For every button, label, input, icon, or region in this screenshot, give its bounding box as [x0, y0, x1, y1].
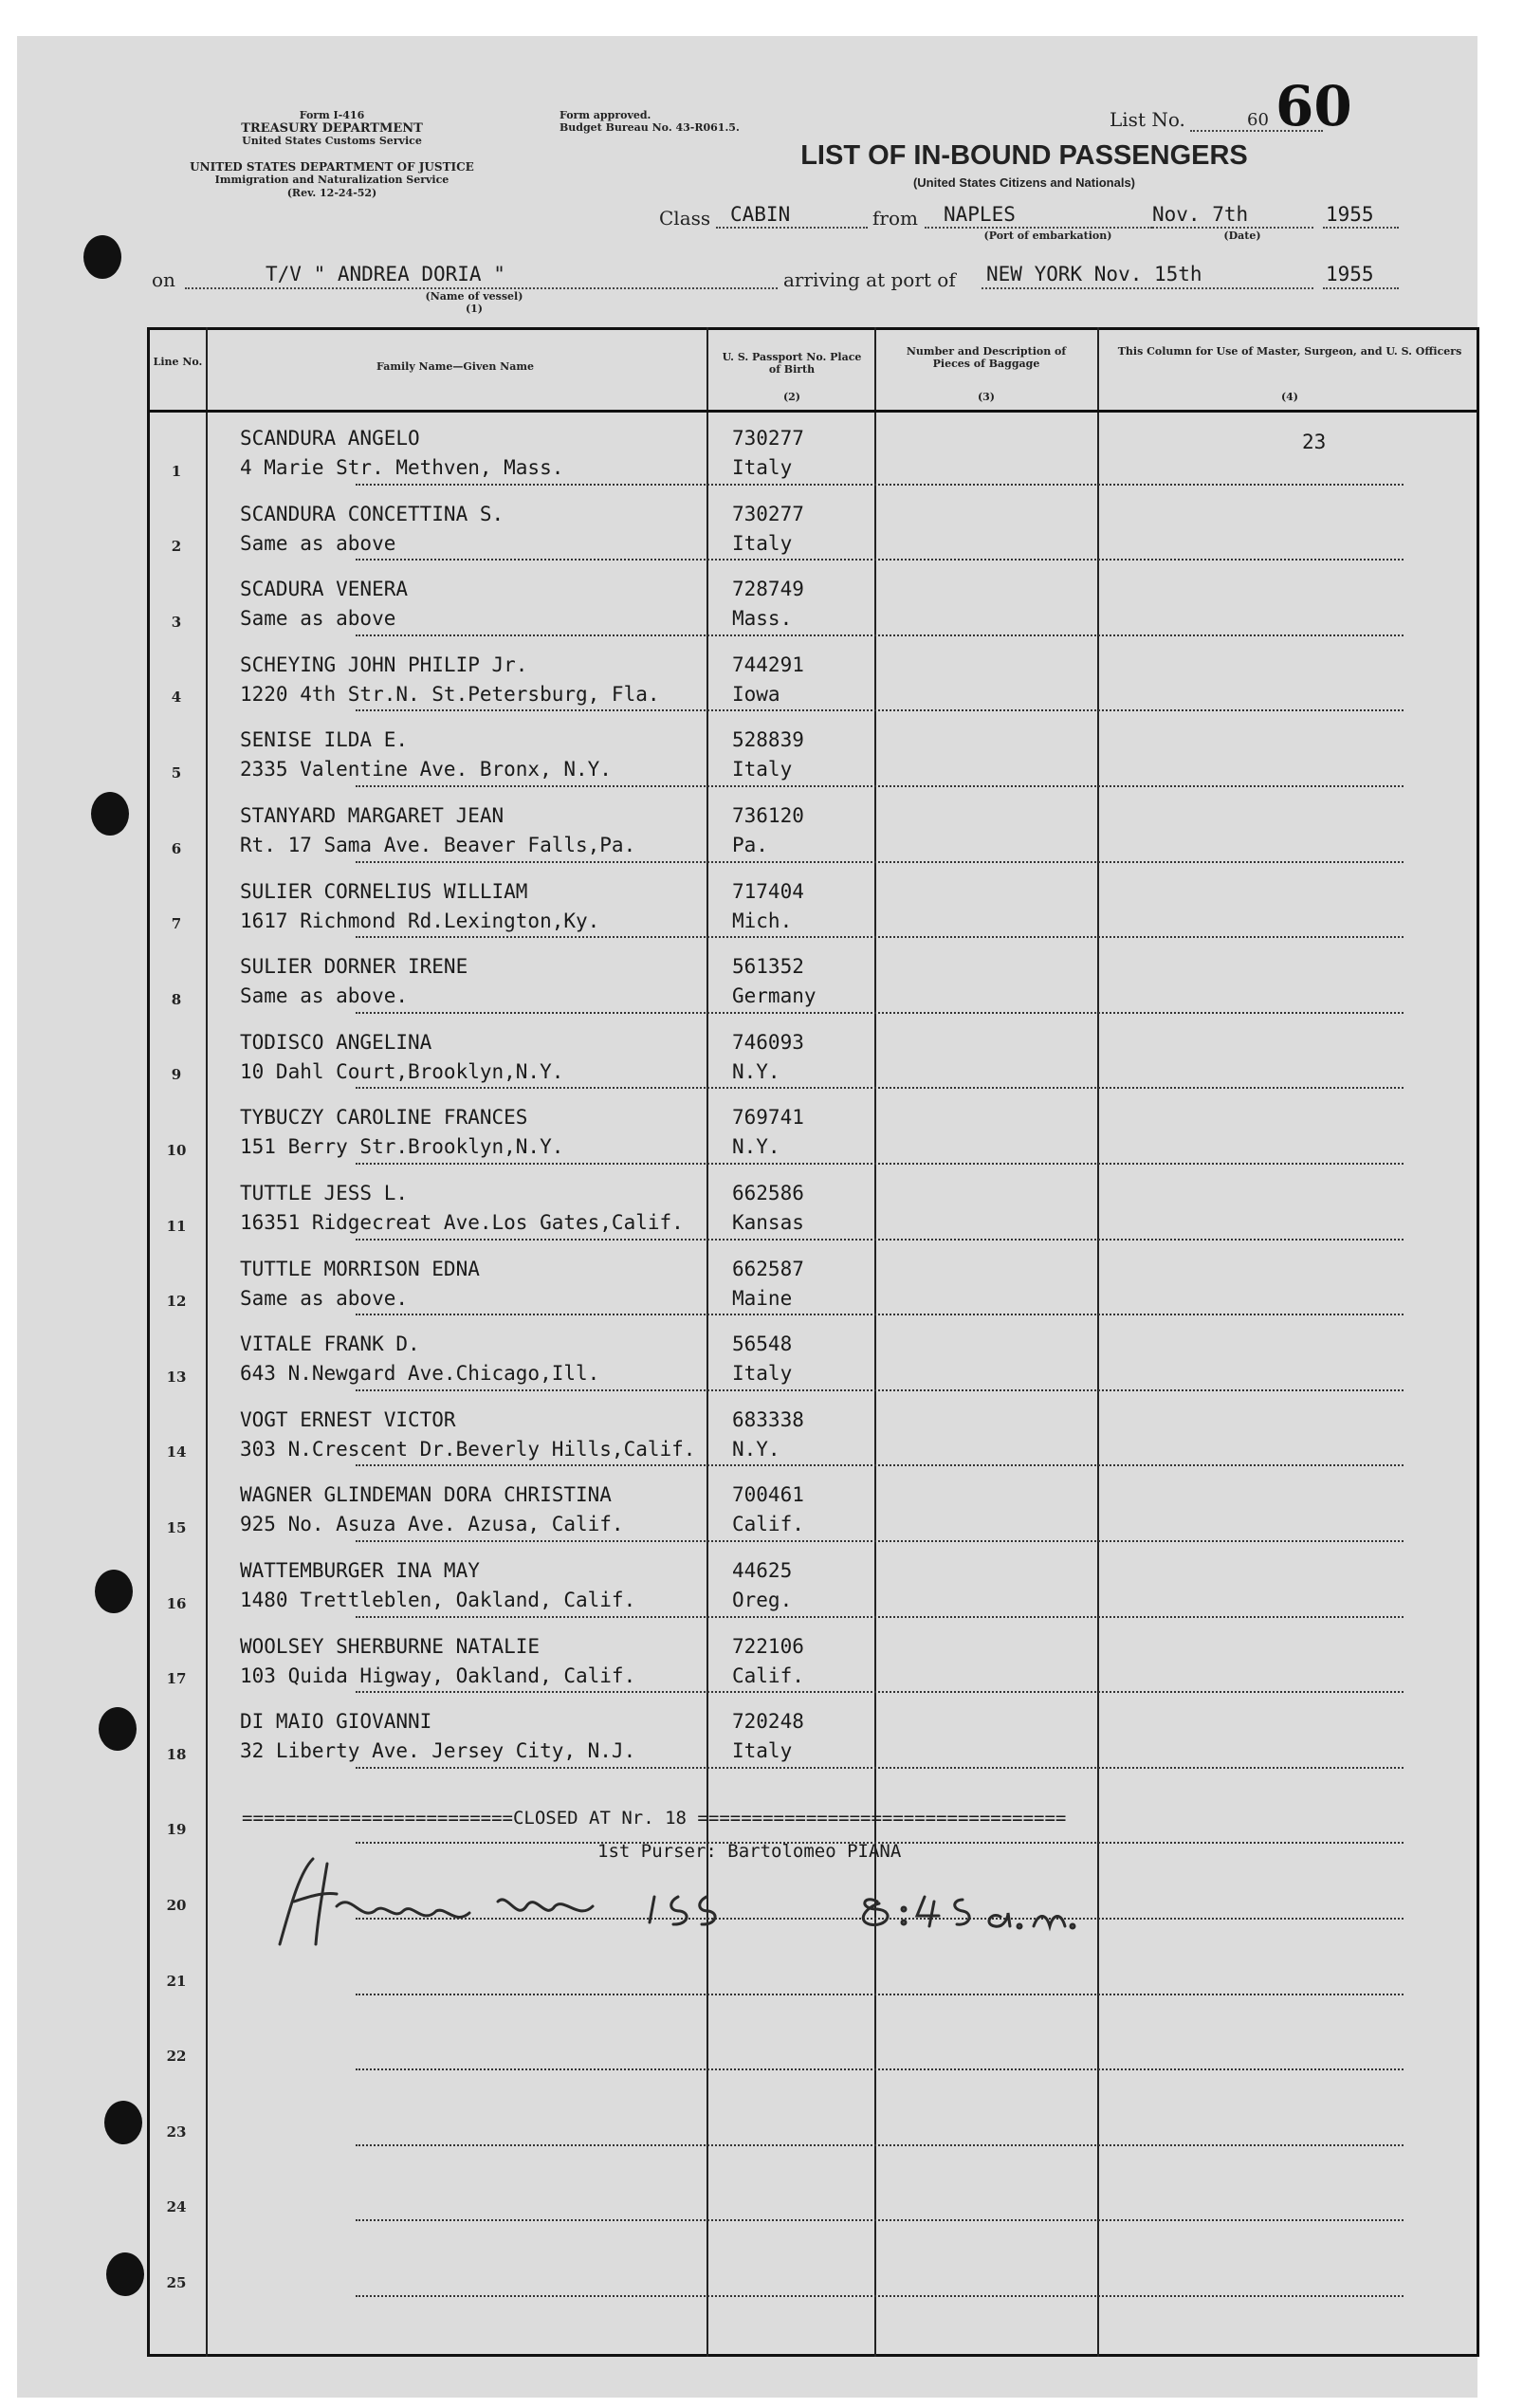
row-number: 9 [171, 1066, 182, 1084]
passenger-address: 10 Dahl Court,Brooklyn,N.Y. [240, 1059, 564, 1083]
passenger-name: TUTTLE MORRISON EDNA [240, 1257, 480, 1280]
passenger-name: SCHEYING JOHN PHILIP Jr. [240, 653, 528, 676]
page-subtitle: (United States Citizens and Nationals) [912, 175, 1136, 190]
passenger-name: TODISCO ANGELINA [240, 1030, 432, 1054]
place-of-birth: Mass. [732, 607, 793, 631]
row-number: 22 [166, 2048, 187, 2066]
passenger-name: WAGNER GLINDEMAN DORA CHRISTINA [240, 1483, 612, 1507]
table-row [147, 1618, 1479, 1694]
class-label: Class [659, 207, 711, 230]
row-number: 14 [166, 1443, 187, 1461]
passenger-address: Same as above [240, 531, 396, 555]
col-line-no: Line No. [153, 356, 203, 368]
passenger-name: DI MAIO GIOVANNI [240, 1710, 432, 1734]
form-approved: Form approved. [560, 109, 651, 121]
row-number: 4 [171, 689, 182, 707]
passport-number: 56548 [732, 1333, 793, 1356]
form-number: Form I-416 [299, 109, 365, 121]
budget-bureau: Budget Bureau No. 43-R061.5. [560, 121, 740, 134]
passenger-name: VITALE FRANK D. [240, 1333, 420, 1356]
row-number: 19 [166, 1821, 187, 1839]
treasury-dept: TREASURY DEPARTMENT [241, 121, 423, 136]
sail-year: 1955 [1326, 203, 1374, 226]
customs-service: United States Customs Service [242, 135, 422, 147]
passenger-address: 16351 Ridgecreat Ave.Los Gates,Calif. [240, 1211, 684, 1234]
table-row [147, 2221, 1479, 2297]
passenger-name: SCANDURA ANGELO [240, 427, 420, 450]
table-row [147, 486, 1479, 561]
passenger-name: SULIER CORNELIUS WILLIAM [240, 879, 528, 903]
row-number: 18 [166, 1745, 187, 1763]
col-officers-number: (4) [1280, 391, 1299, 403]
passport-number: 700461 [732, 1483, 804, 1507]
table-row [147, 1315, 1479, 1391]
place-of-birth: Kansas [732, 1211, 804, 1234]
list-no-label: List No. [1110, 108, 1185, 131]
passport-number: 720248 [732, 1710, 804, 1734]
passenger-address: 303 N.Crescent Dr.Beverly Hills,Calif. [240, 1437, 696, 1461]
passenger-name: SCADURA VENERA [240, 578, 409, 601]
table-row [147, 1769, 1479, 1845]
place-of-birth: Oreg. [732, 1589, 793, 1611]
row-number: 8 [171, 990, 182, 1008]
passenger-address: Rt. 17 Sama Ave. Beaver Falls,Pa. [240, 834, 636, 856]
row-number: 2 [171, 538, 182, 556]
place-of-birth: N.Y. [732, 1135, 780, 1159]
purser-line: 1st Purser: Bartolomeo PIANA [597, 1841, 902, 1862]
passenger-address: 32 Liberty Ave. Jersey City, N.J. [240, 1739, 636, 1763]
row-number: 11 [166, 1217, 187, 1235]
table-row [147, 787, 1479, 863]
row-number: 12 [166, 1293, 187, 1311]
passport-number: 744291 [732, 653, 804, 676]
punch-hole [91, 792, 129, 836]
passenger-address: 4 Marie Str. Methven, Mass. [240, 456, 564, 479]
row-number: 25 [166, 2273, 187, 2291]
passenger-address: 643 N.Newgard Ave.Chicago,Ill. [240, 1362, 600, 1386]
table-row [147, 2146, 1479, 2222]
place-of-birth: N.Y. [732, 1437, 780, 1461]
passport-number: 746093 [732, 1030, 804, 1054]
punch-hole [95, 1570, 133, 1613]
passenger-address: 151 Berry Str.Brooklyn,N.Y. [240, 1135, 564, 1159]
officer-mark: 23 [1302, 431, 1327, 453]
row-number: 23 [166, 2123, 187, 2141]
table-row [147, 1995, 1479, 2071]
revision-date: (Rev. 12-24-52) [286, 187, 377, 199]
class-value: CABIN [730, 203, 791, 226]
place-of-birth: Iowa [732, 682, 780, 706]
passenger-address: 1617 Richmond Rd.Lexington,Ky. [240, 909, 600, 932]
col-name: Family Name—Given Name [376, 360, 534, 373]
row-number: 3 [171, 613, 182, 631]
row-number: 15 [166, 1518, 187, 1536]
passport-number: 730277 [732, 502, 804, 525]
row-number: 21 [166, 1972, 187, 1990]
date-caption: (Date) [1223, 230, 1261, 242]
passenger-address: 1220 4th Str.N. St.Petersburg, Fla. [240, 682, 660, 706]
passenger-name: TYBUCZY CAROLINE FRANCES [240, 1106, 528, 1130]
row-number: 1 [171, 462, 182, 480]
on-label: on [152, 268, 175, 291]
place-of-birth: Calif. [732, 1513, 804, 1536]
punch-hole [104, 2101, 142, 2144]
place-of-birth: Italy [732, 1362, 793, 1386]
passenger-address: 1480 Trettleblen, Oakland, Calif. [240, 1589, 636, 1611]
passport-number: 722106 [732, 1634, 804, 1658]
passport-number: 683338 [732, 1407, 804, 1431]
col-baggage: Number and Description of Pieces of Baggage [906, 345, 1067, 371]
row-number: 7 [171, 915, 182, 933]
row-number: 10 [166, 1141, 187, 1159]
passenger-address: Same as above [240, 607, 396, 631]
row-number: 20 [166, 1896, 187, 1914]
place-of-birth: Calif. [732, 1664, 804, 1687]
sail-date: Nov. 7th [1152, 203, 1249, 226]
row-number: 13 [166, 1368, 187, 1386]
passenger-name: SCANDURA CONCETTINA S. [240, 502, 505, 525]
passport-number: 44625 [732, 1559, 793, 1582]
passenger-name: WOOLSEY SHERBURNE NATALIE [240, 1634, 541, 1658]
arrival-year: 1955 [1326, 263, 1374, 285]
vessel-caption: (Name of vessel) [425, 290, 523, 303]
passenger-name: SULIER DORNER IRENE [240, 955, 468, 979]
table-row [147, 2070, 1479, 2146]
vessel-name: T/V " ANDREA DORIA " [266, 263, 505, 285]
place-of-birth: N.Y. [732, 1059, 780, 1083]
col-baggage-number: (3) [977, 391, 996, 403]
ins-service: Immigration and Naturalization Service [214, 174, 450, 186]
place-of-birth: Italy [732, 531, 793, 555]
place-of-birth: Italy [732, 1739, 793, 1763]
passport-number: 736120 [732, 804, 804, 827]
punch-hole [83, 235, 121, 279]
port-caption: (Port of embarkation) [983, 230, 1112, 242]
vessel-col-number: (1) [465, 303, 484, 315]
passenger-address: Same as above. [240, 1286, 409, 1310]
passenger-name: SENISE ILDA E. [240, 728, 409, 752]
passport-number: 730277 [732, 427, 804, 450]
table-row [147, 561, 1479, 636]
table-row [147, 1693, 1479, 1769]
passenger-address: Same as above. [240, 984, 409, 1008]
table-row [147, 1089, 1479, 1165]
table-row [147, 711, 1479, 787]
arrival-port-date: NEW YORK Nov. 15th [986, 263, 1202, 285]
passenger-address: 925 No. Asuza Ave. Azusa, Calif. [240, 1513, 624, 1536]
table-row [147, 1241, 1479, 1316]
table-row [147, 1391, 1479, 1467]
table-row [147, 1542, 1479, 1618]
arriving-label: arriving at port of [783, 268, 956, 291]
punch-hole [106, 2252, 144, 2296]
passenger-address: 103 Quida Higway, Oakland, Calif. [240, 1664, 636, 1687]
col-passport-number: (2) [782, 391, 801, 403]
passport-number: 717404 [732, 879, 804, 903]
passenger-name: VOGT ERNEST VICTOR [240, 1407, 456, 1431]
row-number: 17 [166, 1670, 187, 1688]
passport-number: 561352 [732, 955, 804, 979]
col-passport: U. S. Passport No. Place of Birth [722, 351, 862, 377]
table-row [147, 410, 1479, 486]
list-no-handwritten: 60 [1275, 74, 1352, 138]
place-of-birth: Germany [732, 984, 817, 1008]
punch-hole [99, 1707, 137, 1751]
table-row [147, 1014, 1479, 1090]
passport-number: 662587 [732, 1257, 804, 1280]
passenger-name: TUTTLE JESS L. [240, 1182, 409, 1204]
row-number: 24 [166, 2198, 187, 2216]
col-officers: This Column for Use of Master, Surgeon, and U. S. Officers [1117, 345, 1462, 358]
closing-line: =========================CLOSED AT Nr. 18 ================================== [242, 1808, 1067, 1829]
page-title: LIST OF IN-BOUND PASSENGERS [800, 140, 1248, 171]
passenger-address: 2335 Valentine Ave. Bronx, N.Y. [240, 758, 612, 781]
passenger-name: WATTEMBURGER INA MAY [240, 1559, 480, 1582]
place-of-birth: Italy [732, 758, 793, 781]
row-number: 16 [166, 1594, 187, 1612]
passport-number: 728749 [732, 578, 804, 601]
justice-dept: UNITED STATES DEPARTMENT OF JUSTICE [190, 160, 474, 174]
place-of-birth: Pa. [732, 834, 768, 856]
row-number: 5 [171, 763, 182, 781]
port-embarkation: NAPLES [944, 203, 1016, 226]
table-row [147, 1466, 1479, 1542]
place-of-birth: Italy [732, 456, 793, 479]
place-of-birth: Maine [732, 1286, 793, 1310]
passport-number: 662586 [732, 1182, 804, 1204]
from-label: from [872, 207, 918, 230]
inspector-signature [270, 1854, 1171, 1958]
place-of-birth: Mich. [732, 909, 793, 932]
passenger-name: STANYARD MARGARET JEAN [240, 804, 505, 827]
table-row [147, 938, 1479, 1014]
passport-number: 528839 [732, 728, 804, 752]
list-no-printed: 60 [1247, 110, 1269, 130]
passport-number: 769741 [732, 1106, 804, 1130]
row-number: 6 [171, 839, 182, 857]
table-row [147, 636, 1479, 712]
table-row [147, 863, 1479, 939]
table-row [147, 1165, 1479, 1241]
